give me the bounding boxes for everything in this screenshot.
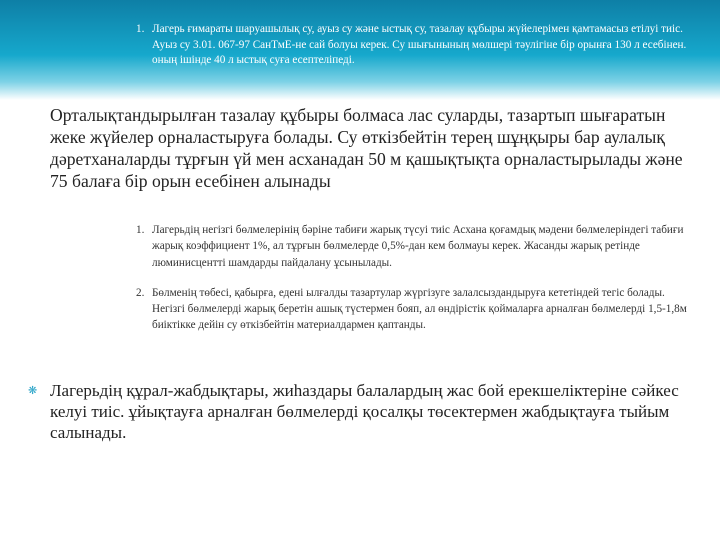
- sub-item-number: 2.: [136, 286, 145, 299]
- sub-item-number: 1.: [136, 224, 145, 236]
- bullet-paragraph-text: Лагерьдің құрал-жабдықтары, жиһаздары балалардың жас бой ерекшеліктеріне сәйкес келуі тиіс. ұйықтауға арналған бөлмелерді қосалқы төсектермен жабдықтауға тыйым салынады.: [50, 381, 679, 442]
- sub-list-item: [136, 222, 688, 271]
- sub-item-text: Бөлменің төбесі, қабырға, едені ылғалды тазартулар жүргізуге залалсыздандыруға кететіндей тегіс болады. Негізгі бөлмелерді жарық беретін ашық түстермен бояп, ал өндірістік қоймаларға арналған бөлмелерді 1,5-1,8м биіктікке дейін су өткізбейтін материалдармен қаптанды.: [152, 286, 687, 332]
- sub-list-item: [136, 285, 688, 334]
- sub-item-text: Лагерьдің негізгі бөлмелерінің бәріне табиғи жарық түсуі тиіс Асхана қоғамдық мәдени бөлмелеріндегі табиғи жарық коэффициент 1%, ал тұрғын бөлмелерде 0,5%-дан кем болмауы керек. Жасанды жарық ретінде люминисцентті шамдарды пайдалану ұсынылады.: [152, 224, 684, 269]
- bullet-icon: ❋: [28, 384, 38, 397]
- top-item-number: 1.: [136, 23, 145, 35]
- top-list-item: [136, 22, 688, 69]
- bullet-paragraph: [28, 380, 698, 443]
- sub-list: [136, 222, 688, 348]
- top-item-text: Лагерь ғимараты шаруашылық су, ауыз су және ыстық су, тазалау құбыры жүйелерімен қамтамасыз етілуі тиіс. Ауыз су 3.01. 067-97 СанТмЕ-не сай болуы керек. Су шығынының мөлшері тәулігіне бір орынға 130 л есебінен. оның ішінде 40 л ыстық суға есептеліпеді.: [152, 23, 687, 66]
- main-paragraph: Орталықтандырылған тазалау құбыры болмаса лас суларды, тазартып шығаратын жеке жүйелер орналастыруға болады. Су өткізбейтін терең шұңқыры бар аулалық дәретханаларды тұрғын үй мен асханадан 50 м қашықтықта орналастырылады және 75 балаға бір орын есебінен алынады: [50, 105, 683, 191]
